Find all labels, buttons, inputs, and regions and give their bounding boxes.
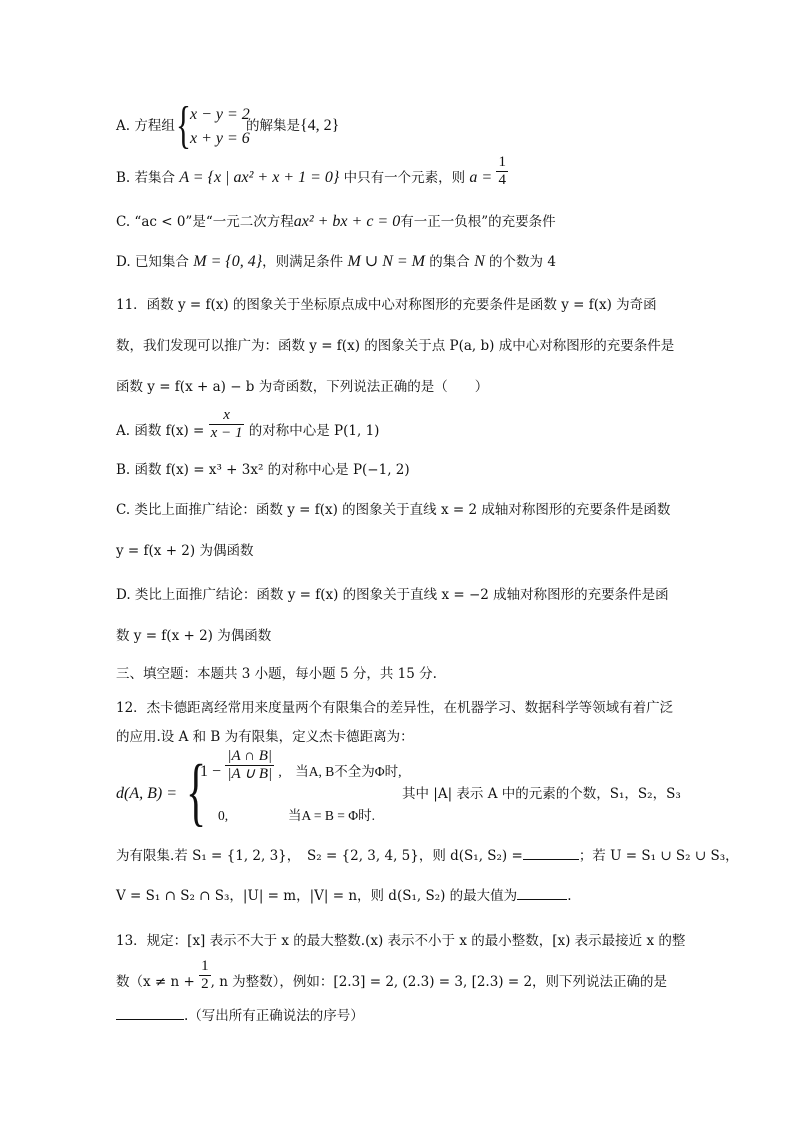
q11-option-d-line1: D. 类比上面推广结论：函数 y = f(x) 的图象关于直线 x = −2 成轴对称图形的充要条件是函 [116,587,669,603]
q10a-suffix: 的解集是 [246,118,300,134]
q11-option-c-line2: y = f(x + 2) 为偶函数 [116,543,254,559]
q10a-prefix: A. 方程组 [116,118,175,134]
q10a-tail [246,116,339,136]
section3-title: 三、填空题：本题共 3 小题，每小题 5 分，共 15 分. [116,666,437,682]
q10d-end: 的个数为 4 [489,254,556,270]
q10b-mid: 中只有一个元素，则 [343,170,466,186]
q12-case1-cond: , 当A, B不全为Φ时, [278,764,402,779]
q12-side-text: 其中 |A| 表示 A 中的元素的个数，S₁，S₂，S₃ [402,786,681,802]
q11a-fraction [209,407,245,442]
q11-line3: 函数 y = f(x + a) − b 为奇函数，下列说法正确的是（ ） [116,379,489,395]
q10a-brace: { [176,97,191,154]
q12-line5 [116,886,571,906]
q13-num: 1 [201,958,209,974]
q11-line1: 11．函数 y = f(x) 的图象关于坐标原点成中心对称图形的充要条件是函数 y = f(x) 为奇函 [116,297,657,313]
q10b-num: 1 [498,154,506,170]
q12-case2-cond: 当A = B = Φ时. [288,808,375,823]
q12-brace: { [186,750,207,834]
q13-line2a: 数（x ≠ n + [116,974,195,990]
q12-case1-one: 1 − [200,763,222,780]
q10-option-c [116,212,556,232]
q12-line2: 的应用.设 A 和 B 为有限集，定义杰卡德距离为： [116,729,414,745]
q13-blank[interactable] [116,1019,184,1020]
q12-case1-num: |A ∩ B| [225,748,274,766]
q10b-lhs: a = [469,169,493,186]
q10a-eq1: x − y = 2 [190,106,250,123]
q11a-num: x [209,407,245,425]
q10d-set: M = {0, 4} [193,253,263,270]
q10d-tail: 的集合 [429,254,470,270]
q10a-eq2: x + y = 6 [190,130,250,147]
q12-line5-text: V = S₁ ∩ S₂ ∩ S₃，|U| = m，|V| = n，则 d(S₁, S₂) 的最大值为 [116,888,518,904]
q11-option-c-line1: C. 类比上面推广结论：函数 y = f(x) 的图象关于直线 x = 2 成轴对称图形的充要条件是函数 [116,502,671,518]
q11a-suffix: 的对称中心是 P(1, 1) [248,423,380,439]
q10c-eq: ax² + bx + c = 0 [293,213,401,230]
q10b-fraction [496,154,508,189]
q11-line2: 数，我们发现可以推广为：函数 y = f(x) 的图象关于点 P(a, b) 成中心对称图形的充要条件是 [116,338,675,354]
q13-line3-text: .（写出所有正确说法的序号） [184,1008,364,1024]
q10b-setdef: A = {x | ax² + x + 1 = 0} [179,169,340,186]
q12-line1: 12．杰卡德距离经常用来度量两个有限集合的差异性，在机器学习、数据科学等领域有着广泛 [116,700,674,716]
q10a-set: {4, 2} [300,117,340,134]
q12-blank2[interactable] [517,899,567,900]
q12-line5-end: . [567,888,572,904]
q10b-prefix: B. 若集合 [116,170,176,186]
q12-lhs: d(A, B) = [116,785,177,802]
q12-case1-den: |A ∪ B| [227,766,273,782]
q11-option-d-line2: 数 y = f(x + 2) 为偶函数 [116,628,272,644]
q13-line2b: , n 为整数），例如：[2.3] = 2, (2.3) = 3, [2.3) = 2，则下列说法正确的是 [210,974,668,990]
q10c-tail: 有一正一负根”的充要条件 [400,214,556,230]
q12-case2-val: 0, [218,808,229,823]
q10d-mid: ，则满足条件 [262,254,344,270]
q11-option-b: B. 函数 f(x) = x³ + 3x² 的对称中心是 P(−1, 2) [116,462,410,478]
q10-option-d [116,252,556,272]
q13-fraction [199,958,211,993]
q11a-prefix: A. 函数 f(x) = [116,423,205,439]
q12-line4-text: 为有限集.若 S₁ = {1, 2, 3}， S₂ = {2, 3, 4, 5}，则 d(S₁, S₂) = [116,848,523,864]
q10-option-b [116,154,508,189]
q10b-den: 4 [498,172,506,188]
q13-line1: 13．规定：[x] 表示不大于 x 的最大整数.(x) 表示不小于 x 的最小整数，[x) 表示最接近 x 的整 [116,933,686,949]
q13-line2 [116,958,668,993]
q13-den: 2 [201,976,209,992]
q11-option-a [116,407,380,442]
q11a-den: x − 1 [210,425,243,441]
q12-line4 [116,846,739,866]
q12-case1 [200,748,402,783]
q10c-text: C. “ac < 0”是“一元二次方程 [116,214,294,230]
q10d-n: N [474,253,485,270]
q12-case1-fraction [225,748,274,783]
q12-line4b-text: ；若 U = S₁ ∪ S₂ ∪ S₃， [578,848,739,864]
q10d-prefix: D. 已知集合 [116,254,189,270]
q10-option-a [116,116,175,136]
q12-blank1[interactable] [523,859,579,860]
q13-line3 [116,1006,364,1026]
q10d-cond: M ∪ N = M [347,253,425,270]
